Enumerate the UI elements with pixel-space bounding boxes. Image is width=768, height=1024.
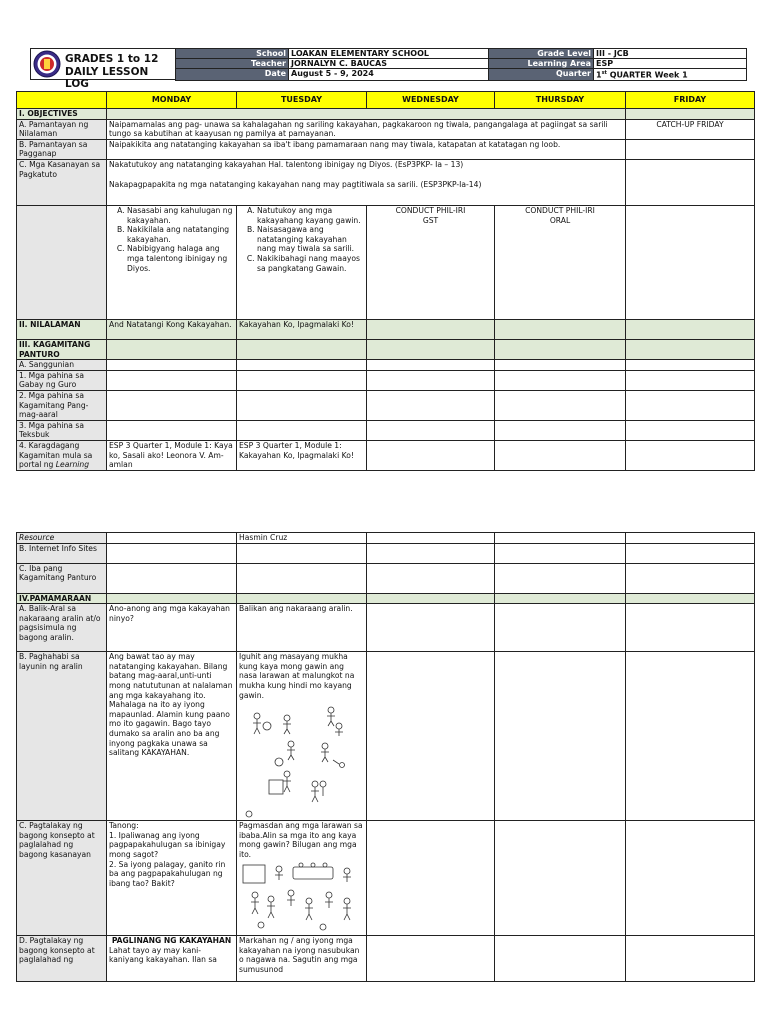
teacher-label: Teacher (176, 59, 289, 69)
pagtalakay-d-label: D. Pagtalakay ng bagong konsepto at paglalahad ng (17, 936, 107, 982)
pagtalakay-d-tuesday: Markahan ng / ang iyong mga kakayahan na iyong nasubukan o nagawa na. Sagutin ang mga sumusunod (237, 936, 367, 982)
school-label: School (176, 49, 289, 59)
resource-label: Resource (17, 533, 107, 544)
paghahabi-tuesday: Iguhit ang masayang mukha kung kaya mong gawin ang nasa larawan at malungkot na mukha kung hindi mo kayang gawin. (237, 652, 367, 821)
thursday-objectives: CONDUCT PHIL-IRI ORAL (495, 205, 626, 319)
grade-value: III - JCB (594, 49, 747, 59)
balik-aral-monday: Ano-anong ang mga kakayahan ninyo? (107, 604, 237, 652)
kasanayan-line-1: Nakatutukoy ang natatanging kakayahan Hal. talentong ibinigay ng Diyos. (EsP3PKP- Ia – 13) (109, 159, 464, 169)
tuesday-objectives (237, 205, 367, 319)
pagtalakay-c-tuesday: Pagmasdan ang mga larawan sa ibaba.Alin sa mga ito ang kaya mong gawin? Bilugan ang mga ito. (237, 821, 367, 936)
wednesday-objectives: CONDUCT PHIL-IRI GST (367, 205, 495, 319)
quarter-rest: QUARTER Week 1 (606, 70, 688, 80)
teacher-value: JORNALYN C. BAUCAS (289, 59, 489, 69)
gabay-label: 1. Mga pahina sa Gabay ng Guro (17, 370, 107, 390)
school-value: LOAKAN ELEMENTARY SCHOOL (289, 49, 489, 59)
quarter-label: Quarter (489, 69, 594, 81)
nilalaman-heading: II. NILALAMAN (17, 319, 107, 339)
kagamitan-heading: III. KAGAMITANG PANTURO (17, 339, 107, 359)
karagdagan-tuesday: ESP 3 Quarter 1, Module 1: Kakayahan Ko, Ipagmalaki Ko! (237, 440, 367, 470)
pamamaraan-heading: IV.PAMAMARAAN (17, 593, 107, 604)
quarter-sup: st (601, 70, 607, 76)
title-box (30, 48, 176, 90)
sanggunian-label: A. Sanggunian (17, 360, 107, 371)
nilalaman-monday: And Natatangi Kong Kakayahan. (107, 319, 237, 339)
day-header-row (17, 92, 755, 109)
paghahabi-monday: Ang bawat tao ay may natatanging kakayahan. Bilang batang mag-aaral,unti-unti mong natututunan at nalalaman ang mga kakayahang ito. Mahalaga na ito ay iyong mapaunlad. Alamin kung paano mo ito gagawin. Bago tayo dumako sa aralin ano ba ang inyong pagkaka unawa sa salitang KAKAYAHAN. (107, 652, 237, 821)
tuesday-objective: C. Nakikibahagi nang maayos sa pangkatang Gawain. (257, 254, 364, 273)
title-line-1: GRADES 1 to 12 (65, 53, 159, 65)
objectives-heading: I. OBJECTIVES (17, 109, 107, 120)
day-tuesday: TUESDAY (237, 92, 367, 109)
karagdagan-label: 4. Karagdagang Kagamitan mula sa portal ng Learning (17, 440, 107, 470)
quarter-number: 1 (596, 70, 602, 80)
pagtalakay-c-label: C. Pagtalakay ng bagong konsepto at paglalahad ng bagong kasanayan (17, 821, 107, 936)
monday-objective: C. Nabibigyang halaga ang mga talentong ibinigay ng Diyos. (127, 244, 234, 273)
karagdagan-monday: ESP 3 Quarter 1, Module 1: Kaya ko, Sasali ako! Leonora V. Am-amlan (107, 440, 237, 470)
title-line-2: DAILY LESSON LOG (65, 66, 149, 90)
date-label: Date (176, 69, 289, 81)
nilalaman-tuesday: Kakayahan Ko, Ipagmalaki Ko! (237, 319, 367, 339)
grade-label: Grade Level (489, 49, 594, 59)
pagtalakay-c-monday: Tanong: 1. Ipaliwanag ang iyong pagpapakahulugan sa ibinigay mong sagot? 2. Sa iyong palagay, ganito rin ba ang pagpapakahulugan ng ibang tao? Bakit? (107, 821, 237, 936)
kasanayan-label: C. Mga Kasanayan sa Pagkatuto (17, 159, 107, 205)
activity-pictures-image (239, 702, 363, 820)
internet-label: B. Internet Info Sites (17, 543, 107, 563)
area-label: Learning Area (489, 59, 594, 69)
deped-seal-icon (33, 50, 61, 78)
day-friday: FRIDAY (626, 92, 755, 109)
lesson-table-bottom (16, 532, 755, 982)
tuesday-objective: A. Natutukoy ang mga kakayahang kayang gawin. (257, 206, 364, 225)
children-activities-image (239, 861, 363, 933)
resource-tuesday: Hasmin Cruz (237, 533, 367, 544)
pamantayan-pagganap-text: Naipakikita ang natatanging kakayahan sa iba't ibang pamamaraan nang may tiwala, katapatan at katatagan ng loob. (107, 139, 626, 159)
monday-objectives (107, 205, 237, 319)
tuesday-objective: B. Naisasagawa ang natatanging kakayahan nang may tiwala sa sarili. (257, 225, 364, 254)
paghahabi-label: B. Paghahabi sa layunin ng aralin (17, 652, 107, 821)
balik-aral-tuesday: Balikan ang nakaraang aralin. (237, 604, 367, 652)
pamantayan-nilalaman-label: A. Pamantayan ng Nilalaman (17, 119, 107, 139)
quarter-value (594, 69, 747, 81)
day-thursday: THURSDAY (495, 92, 626, 109)
kagamitan-mag-aaral-label: 2. Mga pahina sa Kagamitang Pang-mag-aaral (17, 390, 107, 420)
iba-pang-label: C. Iba pang Kagamitang Panturo (17, 563, 107, 593)
pagtalakay-d-monday: PAGLINANG NG KAKAYAHAN Lahat tayo ay may kani-kaniyang kakayahan. Ilan sa (107, 936, 237, 982)
lesson-table-top (16, 91, 755, 471)
monday-objective: A. Nasasabi ang kahulugan ng kakayahan. (127, 206, 234, 225)
kasanayan-text (107, 159, 626, 205)
pamantayan-nilalaman-text: Naipamamalas ang pag- unawa sa kahalagahan ng sariling kakayahan, pagkakaroon ng tiwala, pangangalaga at pagiingat sa sarili tungo sa kabutihan at kaayusan ng pamilya at pamayanan. (107, 119, 626, 139)
balik-aral-label: A. Balik-Aral sa nakaraang aralin at/o pagsisimula ng bagong aralin. (17, 604, 107, 652)
teksbuk-label: 3. Mga pahina sa Teksbuk (17, 420, 107, 440)
catch-up-friday: CATCH-UP FRIDAY (626, 119, 755, 139)
day-monday: MONDAY (107, 92, 237, 109)
day-wednesday: WEDNESDAY (367, 92, 495, 109)
date-value: August 5 - 9, 2024 (289, 69, 489, 81)
pamantayan-pagganap-label: B. Pamantayan sa Pagganap (17, 139, 107, 159)
header-info-table (175, 48, 747, 81)
area-value: ESP (594, 59, 747, 69)
kasanayan-line-2: Nakapagpapakita ng mga natatanging kakayahan nang may pagtitiwala sa sarili. (ESP3PKP-Ia-14) (109, 179, 482, 189)
monday-objective: B. Nakikilala ang natatanging kakayahan. (127, 225, 234, 244)
